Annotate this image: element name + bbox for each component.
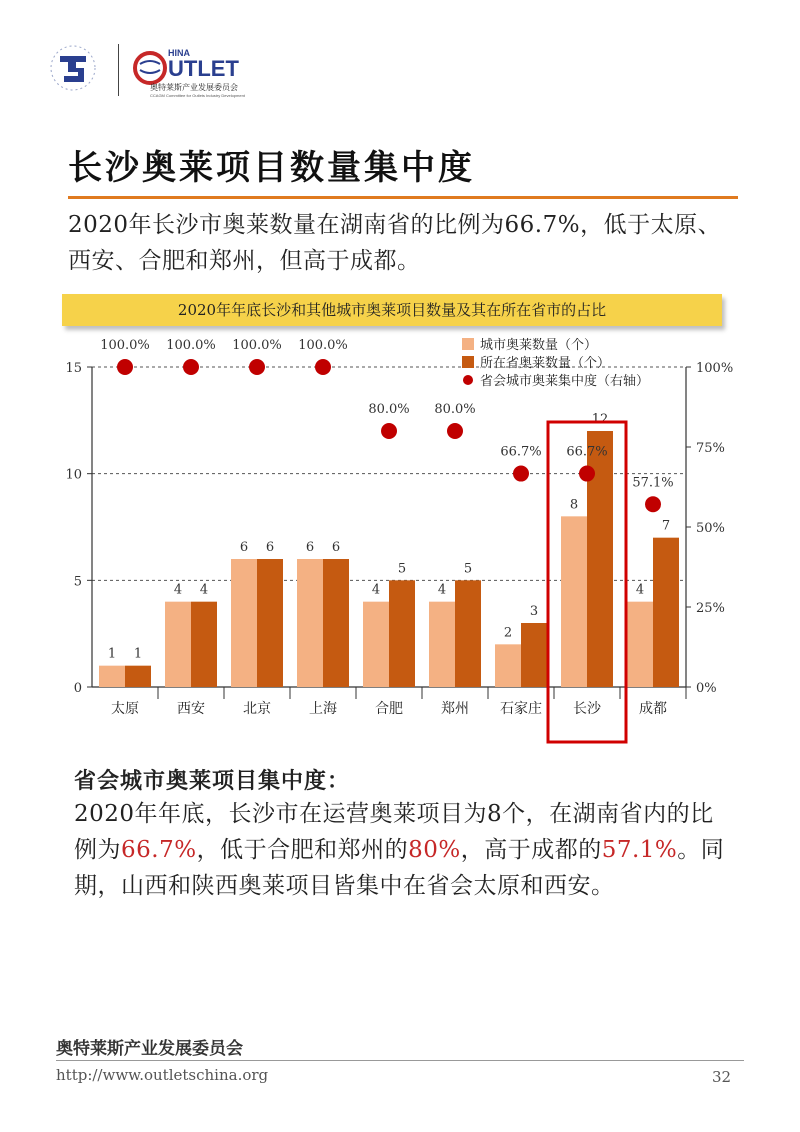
bar-value-label: 4: [173, 582, 183, 598]
bar-province: [191, 602, 217, 687]
y-tick-label: 10: [65, 467, 82, 483]
page-title: 长沙奥莱项目数量集中度: [68, 148, 475, 188]
bar-city: [297, 559, 323, 687]
legend-label: 所在省奥莱数量（个）: [480, 356, 611, 371]
concentration-dot: [447, 423, 463, 439]
concentration-label: 57.1%: [632, 475, 674, 491]
y-tick-label: 5: [73, 574, 82, 590]
bar-value-label: 3: [529, 604, 539, 619]
bar-city: [429, 602, 455, 687]
y2-tick-label: 100%: [696, 361, 734, 376]
bar-value-label: 5: [397, 561, 407, 577]
page-number: 32: [712, 1068, 732, 1086]
chart-title-banner: 2020年年底长沙和其他城市奥莱项目数量及其在所在省市的占比: [62, 294, 722, 326]
bar-value-label: 6: [305, 540, 315, 555]
x-tick-label: 太原: [111, 701, 139, 717]
bar-value-label: 6: [265, 540, 275, 555]
bar-province: [653, 538, 679, 687]
bar-value-label: 7: [661, 518, 671, 534]
footer-rule: [56, 1060, 744, 1061]
body-highlight-2: 80%: [408, 837, 461, 863]
bar-value-label: 4: [437, 582, 447, 598]
x-tick-label: 石家庄: [500, 701, 542, 717]
y2-tick-label: 50%: [696, 521, 725, 536]
bar-value-label: 4: [635, 582, 645, 598]
bar-value-label: 8: [569, 497, 579, 513]
concentration-dot: [513, 466, 529, 482]
bar-city: [561, 516, 587, 687]
x-tick-label: 上海: [309, 701, 337, 717]
bar-value-label: 1: [107, 646, 117, 662]
footer-organization: 奥特莱斯产业发展委员会: [56, 1039, 243, 1059]
bar-value-label: 4: [199, 582, 209, 598]
bar-value-label: 5: [463, 561, 473, 577]
legend-swatch: [462, 338, 474, 350]
body-text-2: ，低于合肥和郑州的: [196, 837, 409, 863]
y-tick-label: 0: [73, 681, 82, 696]
x-tick-label: 长沙: [573, 701, 601, 717]
outlet-logo-prefix: HINA: [168, 48, 190, 58]
body-text-3: ，高于成都的: [460, 837, 602, 863]
concentration-label: 66.7%: [500, 444, 542, 460]
concentration-label: 100.0%: [232, 338, 282, 353]
body-paragraph: [74, 796, 734, 904]
bar-province: [323, 559, 349, 687]
title-rule: [68, 196, 738, 199]
concentration-label: 80.0%: [368, 402, 410, 417]
bar-city: [495, 644, 521, 687]
concentration-label: 66.7%: [566, 444, 608, 460]
outlet-logo: [128, 38, 298, 98]
bar-city: [627, 602, 653, 687]
outlet-logo-text: UTLET: [168, 56, 239, 81]
bar-value-label: 12: [591, 412, 609, 427]
outlet-logo-subtitle-en: CCAGM Committee for Outlets Industry Development: [150, 93, 245, 98]
legend-swatch: [462, 356, 474, 368]
bar-province: [257, 559, 283, 687]
concentration-label: 100.0%: [166, 338, 216, 353]
bar-city: [99, 666, 125, 687]
section-heading: 省会城市奥莱项目集中度：: [74, 768, 351, 794]
concentration-dot: [183, 359, 199, 375]
body-highlight-3: 57.1%: [601, 837, 678, 863]
concentration-dot: [117, 359, 133, 375]
body-highlight-1: 66.7%: [121, 837, 197, 863]
legend-label: 省会城市奥莱集中度（右轴）: [480, 374, 650, 389]
bar-province: [389, 580, 415, 687]
legend-dot: [463, 375, 473, 385]
x-tick-label: 成都: [639, 701, 667, 717]
concentration-dot: [249, 359, 265, 375]
bar-city: [231, 559, 257, 687]
x-tick-label: 郑州: [441, 701, 469, 717]
outlet-logo-subtitle: 奥特莱斯产业发展委员会: [150, 83, 238, 92]
concentration-dot: [381, 423, 397, 439]
bar-value-label: 1: [133, 646, 143, 662]
bar-value-label: 2: [503, 625, 513, 641]
bar-city: [165, 602, 191, 687]
header-logos: [38, 38, 298, 98]
y-tick-label: 15: [65, 361, 82, 376]
bar-value-label: 4: [371, 582, 381, 598]
y2-tick-label: 75%: [696, 441, 725, 456]
bar-province: [125, 666, 151, 687]
logo-divider: [118, 44, 119, 96]
body-text-1: 2020年年底，长沙市在运营奥莱项目为8个，在湖南省内的比例为: [74, 801, 714, 863]
concentration-dot: [579, 466, 595, 482]
x-tick-label: 合肥: [375, 701, 403, 717]
concentration-dot: [315, 359, 331, 375]
bar-province: [521, 623, 547, 687]
x-tick-label: 北京: [243, 701, 271, 717]
bar-value-label: 6: [239, 540, 249, 555]
body-text-4: 。同期，山西和陕西奥莱项目皆集中在省会太原和西安。: [74, 837, 725, 899]
legend-label: 城市奥莱数量（个）: [480, 338, 598, 353]
concentration-label: 100.0%: [298, 338, 348, 353]
association-seal-logo: [38, 38, 108, 98]
bar-city: [363, 602, 389, 687]
concentration-label: 100.0%: [100, 338, 150, 353]
bar-value-label: 6: [331, 540, 341, 555]
bar-chart: [0, 330, 800, 760]
concentration-dot: [645, 496, 661, 512]
intro-paragraph: 2020年长沙市奥莱数量在湖南省的比例为66.7%，低于太原、西安、合肥和郑州，但高于成都。: [68, 212, 722, 274]
y2-tick-label: 25%: [696, 601, 725, 616]
x-tick-label: 西安: [177, 701, 205, 717]
bar-province: [455, 580, 481, 687]
concentration-label: 80.0%: [434, 402, 476, 417]
y2-tick-label: 0%: [696, 681, 717, 696]
footer-url[interactable]: http://www.outletschina.org: [56, 1066, 269, 1084]
